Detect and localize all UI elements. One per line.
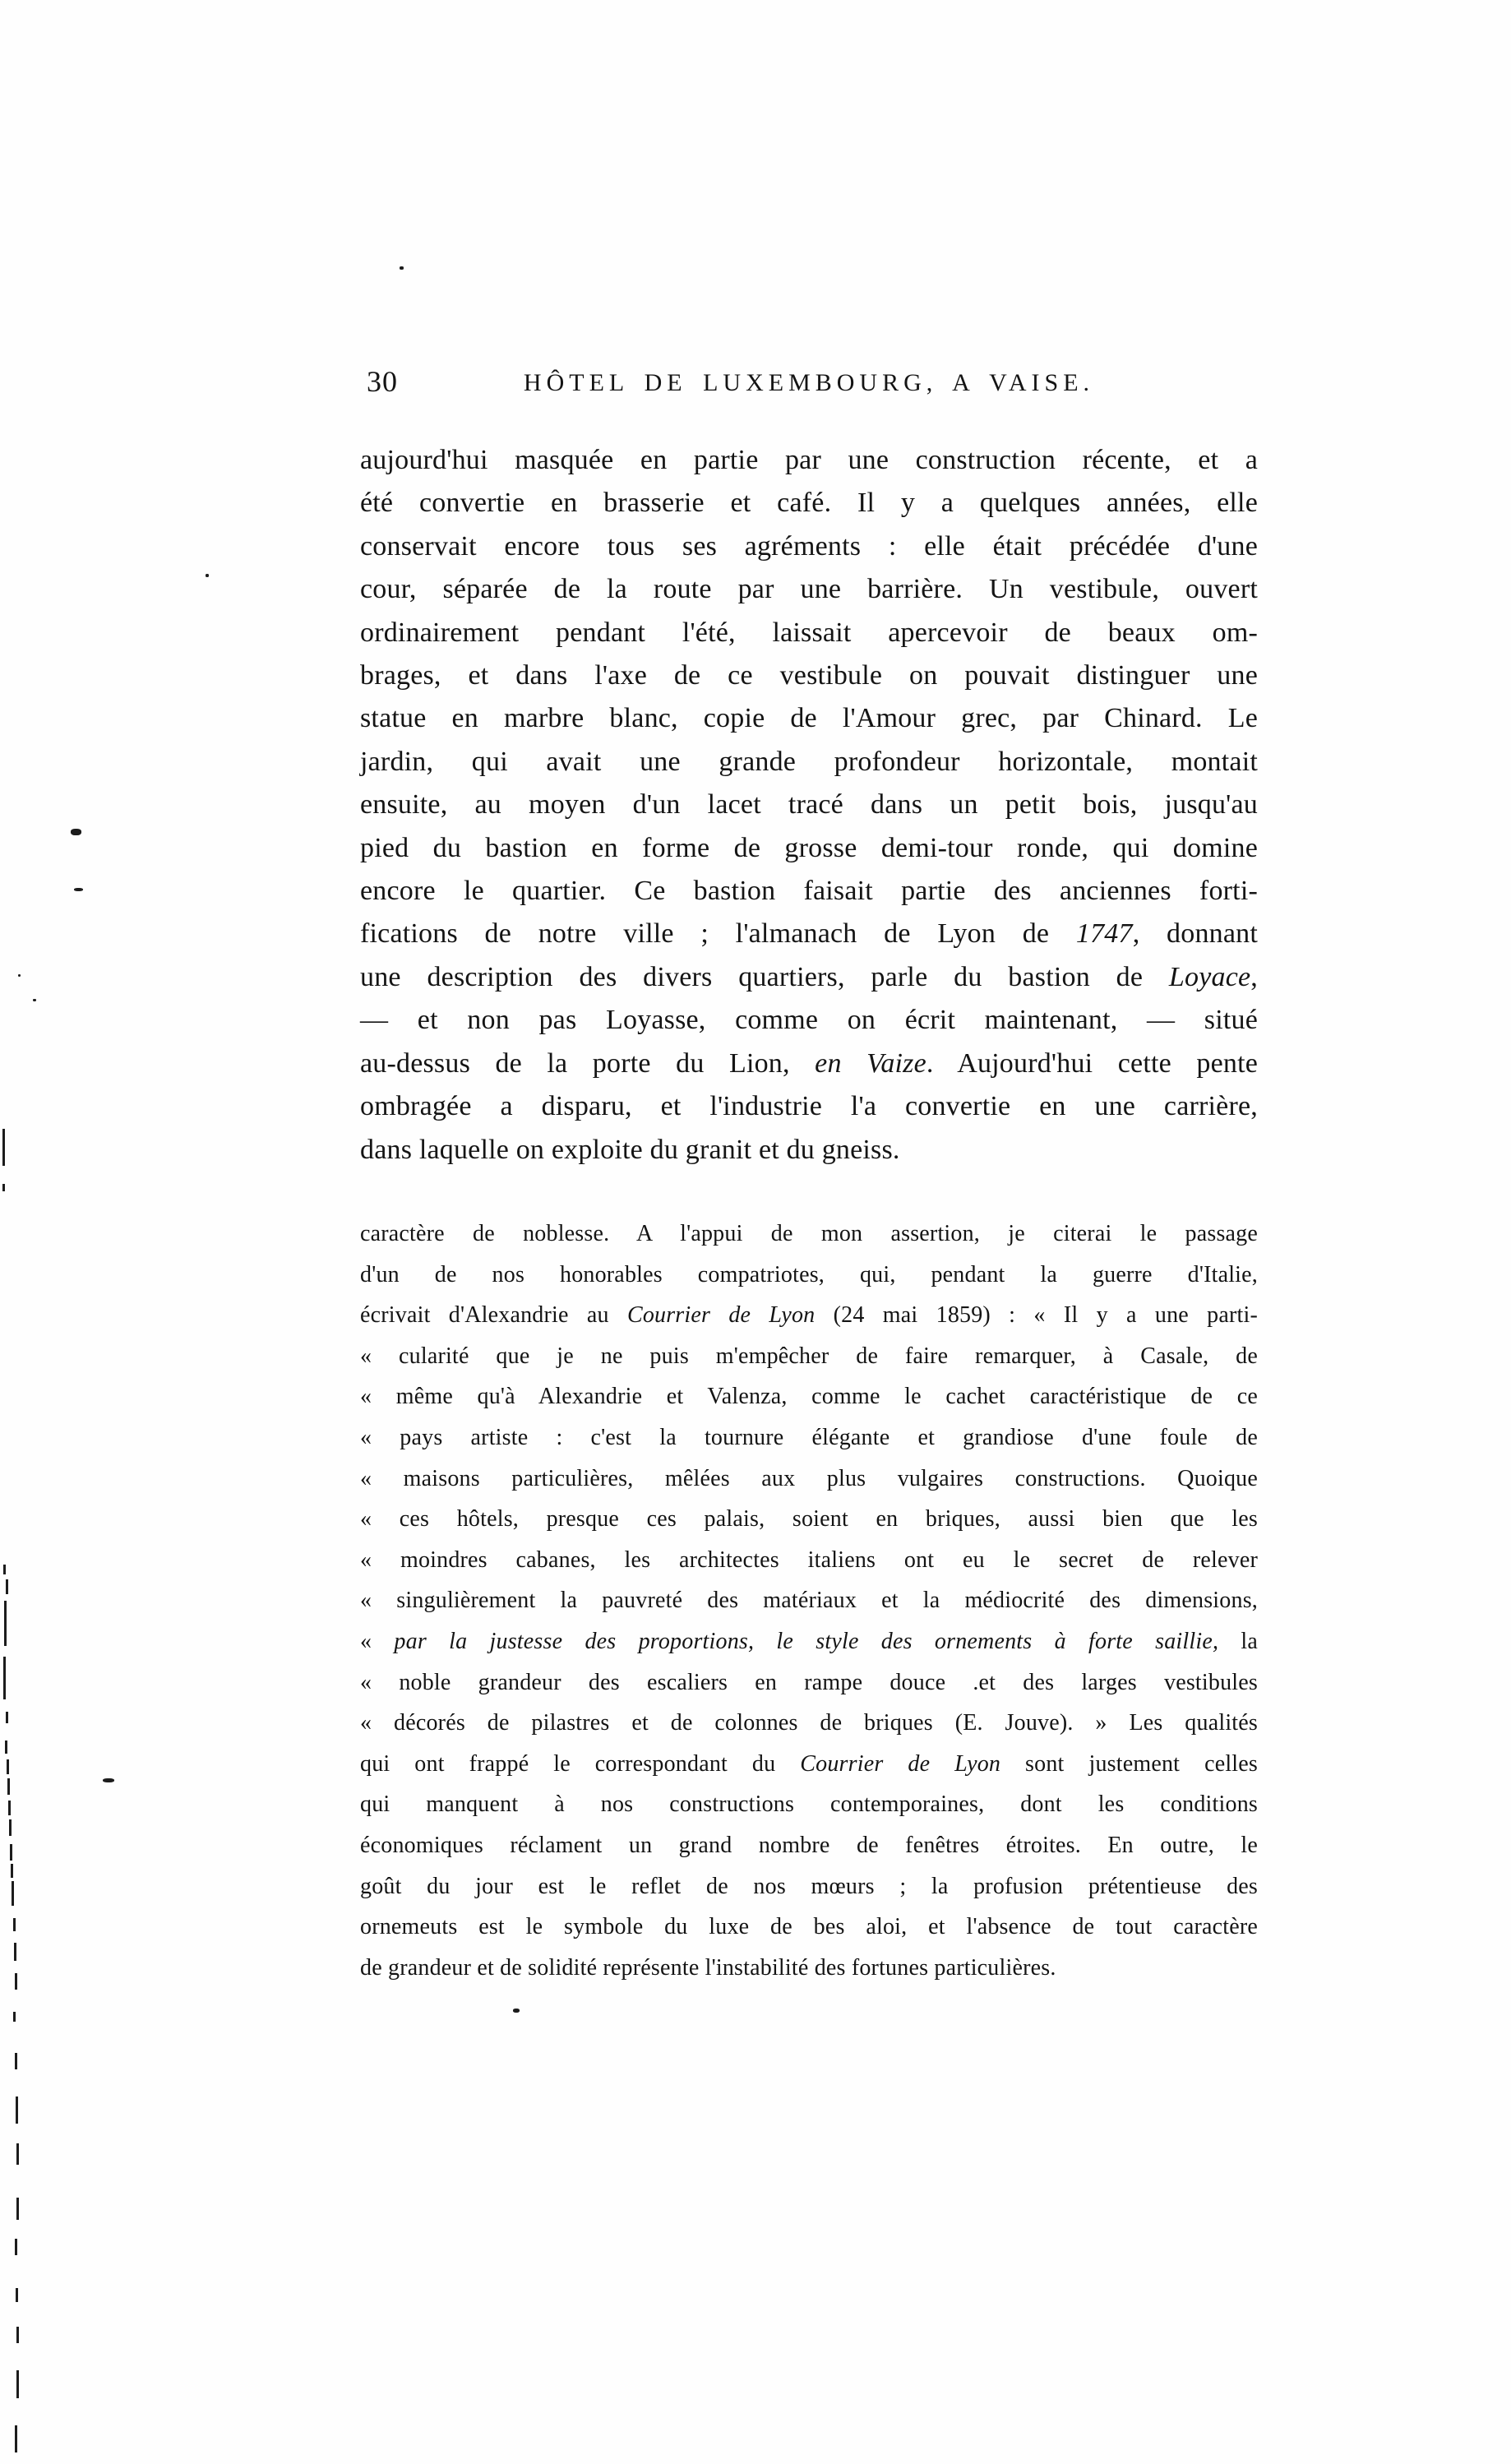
text-segment: qui ont frappé le correspondant du [360,1750,801,1777]
running-title: HÔTEL DE LUXEMBOURG, A VAISE. [523,369,1095,396]
text-line [360,1295,1258,1336]
text-segment: , [1250,961,1258,992]
text-line [360,913,1258,955]
text-line [360,482,1258,525]
text-segment: « singulièrement la pauvreté des matériaux et la médiocrité des dimensions, [360,1588,1258,1614]
text-segment: écrivait d'Alexandrie au [360,1302,627,1329]
scan-edge-mark [15,2425,17,2452]
text-segment: jardin, qui avait une grande profondeur horizontale, montait [360,746,1258,777]
text-segment: « décorés de pilastres et de colonnes de briques (E. Jouve). » Les qualités [360,1710,1258,1736]
text-line [360,1042,1258,1085]
text-segment: . Aujourd'hui cette pente [926,1047,1259,1079]
text-line [360,1336,1258,1377]
running-header [360,364,1258,400]
scan-edge-mark [4,1601,7,1646]
main-text [360,439,1258,1172]
text-segment: ensuite, au moyen d'un lacet tracé dans un petit bois, jusqu'au [360,789,1258,821]
text-segment: aujourd'hui masquée en partie par une construction récente, et a [360,445,1258,475]
scan-edge-mark [16,2370,19,2398]
scan-edge-mark [15,1973,17,1990]
footnote-text [360,1214,1258,1988]
italic-text-segment: Courrier de Lyon [626,1302,816,1329]
italic-text-segment: Courrier de Lyon [800,1750,1001,1777]
text-segment: , donnant [1132,918,1258,950]
text-line [360,1214,1258,1255]
text-line [360,1459,1258,1500]
text-line [360,525,1258,568]
text-line [360,1376,1258,1417]
text-segment: (24 mai 1859) : « Il y a une parti- [815,1302,1258,1329]
text-segment: sont justement celles [1000,1750,1259,1777]
text-segment: encore le quartier. Ce bastion faisait partie des anciennes forti- [360,876,1258,907]
text-segment: la [1218,1628,1258,1654]
text-line [360,1744,1258,1785]
text-line [360,1703,1258,1744]
text-line [360,1907,1258,1948]
scan-edge-mark [9,1819,12,1836]
text-segment: « même qu'à Alexandrie et Valenza, comme le cachet caractéristique de ce [360,1384,1258,1410]
text-line [360,1499,1258,1540]
text-line [360,654,1258,697]
text-segment: pied du bastion en forme de grosse demi-tour ronde, qui domine [360,832,1258,863]
scan-edge-mark [13,2012,16,2022]
text-segment: goût du jour est le reflet de nos mœurs ; la profusion prétentieuse des [360,1873,1258,1899]
ink-speck [400,266,404,270]
scan-edge-mark [2,1129,5,1166]
text-line [360,568,1258,611]
text-line [360,1580,1258,1621]
ink-speck [74,888,83,891]
scan-edge-mark [3,1657,6,1699]
ink-speck [18,974,21,977]
scan-edge-mark [16,2198,19,2220]
ink-speck [206,574,209,577]
scan-edge-mark [5,1741,7,1754]
italic-text-segment: Loyace [1168,961,1251,992]
scan-edge-mark [7,1778,10,1795]
scan-edge-mark [6,1579,8,1594]
text-line [360,1085,1258,1128]
text-segment: une description des divers quartiers, parle du bastion de [360,961,1169,992]
scan-edge-mark [2,1184,5,1191]
text-segment: caractère de noblesse. A l'appui de mon assertion, je citerai le passage [360,1221,1258,1246]
text-segment: économiques réclament un grand nombre de fenêtres étroites. En outre, le [360,1832,1258,1858]
scan-edge-mark [6,1712,8,1723]
scan-edge-mark [7,1759,9,1774]
text-line [360,1784,1258,1825]
italic-text-segment: par la justesse des proportions, le style des ornements à forte saillie, [394,1628,1219,1654]
text-line [360,1540,1258,1581]
text-segment: été convertie en brasserie et café. Il y a quelques années, elle [360,488,1258,519]
scan-edge-mark [15,2053,17,2069]
text-line [360,439,1258,482]
scan-edge-mark [13,1918,16,1931]
ink-speck [71,829,81,835]
text-segment: ordinairement pendant l'été, laissait apercevoir de beaux om- [360,617,1258,648]
scan-edge-mark [16,2288,18,2302]
text-segment: au-dessus de la porte du Lion, [360,1047,816,1079]
scan-edge-mark [8,1801,11,1815]
text-line [360,1417,1258,1459]
text-segment: « cularité que je ne puis m'empêcher de faire remarquer, à Casale, de [360,1343,1258,1369]
scan-edge-mark [14,1943,16,1961]
text-line [360,870,1258,913]
ink-speck [103,1778,114,1782]
text-line [360,999,1258,1042]
text-segment: « pays artiste : c'est la tournure élégante et grandiose d'une foule de [360,1424,1258,1450]
scan-edge-mark [15,2239,17,2255]
text-line [360,697,1258,740]
text-line [360,1255,1258,1296]
text-segment: de grandeur et de solidité représente l'instabilité des fortunes particulières. [360,1954,1056,1981]
text-line [360,1621,1258,1662]
text-segment: « moindres cabanes, les architectes italiens ont eu le secret de relever [360,1546,1258,1573]
text-line [360,1948,1258,1989]
text-line [360,956,1258,999]
ink-speck [33,999,36,1001]
text-segment: ombragée a disparu, et l'industrie l'a convertie en une carrière, [360,1091,1258,1122]
text-segment: qui manquent à nos constructions contemporaines, dont les conditions [360,1791,1258,1818]
page-number: 30 [367,365,398,398]
text-line [360,1825,1258,1866]
text-segment: ornemeuts est le symbole du luxe de bes aloi, et l'absence de tout caractère [360,1914,1258,1940]
scan-edge-mark [10,1844,12,1861]
text-segment: « maisons particulières, mêlées aux plus vulgaires constructions. Quoique [360,1465,1258,1491]
text-segment: d'un de nos honorables compatriotes, qui, pendant la guerre d'Italie, [360,1261,1258,1287]
scan-edge-mark [16,2327,19,2343]
text-line [360,1129,1258,1172]
scan-edge-mark [16,2143,19,2165]
text-segment: statue en marbre blanc, copie de l'Amour grec, par Chinard. Le [360,703,1258,734]
text-segment: brages, et dans l'axe de ce vestibule on pouvait distinguer une [360,660,1258,691]
text-segment: conservait encore tous ses agréments : elle était précédée d'une [360,530,1258,562]
text-segment: « noble grandeur des escaliers en rampe douce .et des larges vestibules [360,1669,1258,1695]
italic-text-segment: en Vaize [815,1047,926,1079]
text-line [360,1662,1258,1704]
italic-text-segment: 1747 [1075,918,1133,950]
scan-edge-mark [3,1565,6,1574]
text-line [360,784,1258,826]
text-segment: dans laquelle on exploite du granit et du gneiss. [360,1134,900,1165]
text-segment: « ces hôtels, presque ces palais, soient en briques, aussi bien que les [360,1506,1258,1532]
scan-edge-mark [16,2096,18,2124]
text-segment: « [360,1628,395,1654]
scan-edge-mark [11,1864,13,1878]
text-segment: — et non pas Loyasse, comme on écrit maintenant, — situé [360,1005,1258,1036]
text-segment: cour, séparée de la route par une barrière. Un vestibule, ouvert [360,574,1258,605]
text-line [360,612,1258,654]
ink-speck [513,2009,520,2013]
text-line [360,827,1258,870]
text-line [360,1866,1258,1907]
scan-edge-mark [12,1881,14,1906]
text-segment: fications de notre ville ; l'almanach de Lyon de [360,918,1076,950]
text-line [360,741,1258,784]
